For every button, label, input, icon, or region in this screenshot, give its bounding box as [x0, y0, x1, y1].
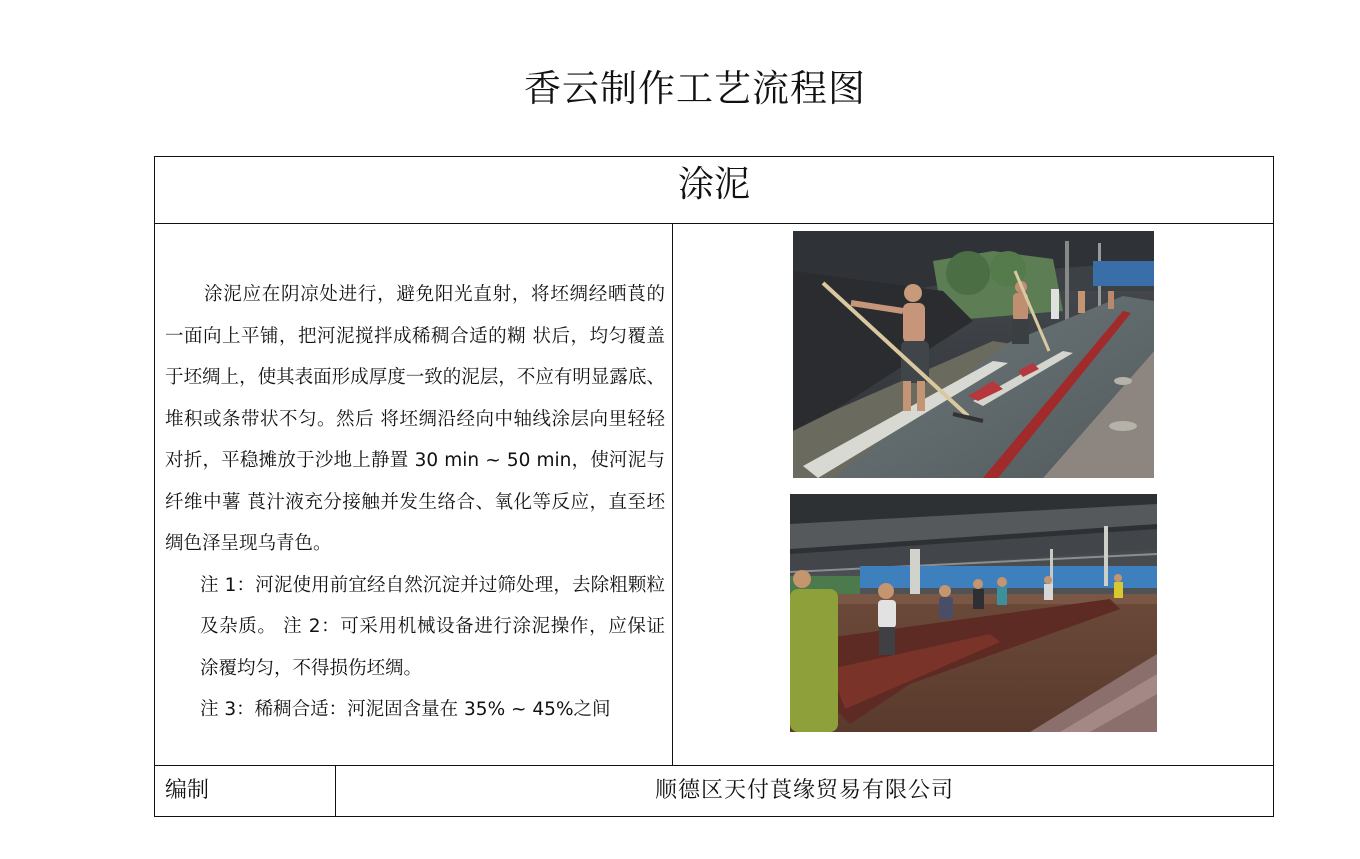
company-name: 顺德区天付莨缘贸易有限公司: [654, 778, 954, 803]
document-title: 香云制作工艺流程图: [524, 67, 866, 110]
footer-row: [155, 766, 1273, 816]
mud-spreading-photo: [793, 231, 1154, 478]
step-description: 涂泥应在阴凉处进行，避免阳光直射，将坯绸经晒莨的一面向上平铺，把河泥搅拌成稀稠合适的糊 状后，均匀覆盖于坯绸上，使其表面形成厚度一致的泥层，不应有明显露底、堆积或条带状不匀。然后 将坯绸沿经向中轴线涂层向里轻轻对折，平稳摊放于沙地上静置 30 min ~ 50 min，使河泥与纤维中薯 莨汁液充分接触并发生络合、氧化等反应，直至坯绸色泽呈现乌青色。: [165, 284, 665, 554]
description-text-block: [165, 274, 665, 731]
step-note-3: 注 3：稀稠合适：河泥固含量在 35% ~ 45%之间: [200, 699, 611, 720]
process-table: [154, 156, 1274, 817]
silk-pulling-photo: [790, 494, 1157, 732]
step-body-row: [155, 224, 1273, 766]
step-title: 涂泥: [155, 157, 1273, 224]
compiler-label: 编制: [155, 766, 336, 816]
images-cell: [673, 224, 1273, 765]
description-cell: [155, 224, 673, 765]
step-note-1-2: 注 1：河泥使用前宜经自然沉淀并过筛处理，去除粗颗粒及杂质。 注 2：可采用机械设备进行涂泥操作，应保证涂覆均匀，不得损伤坯绸。: [200, 574, 665, 679]
